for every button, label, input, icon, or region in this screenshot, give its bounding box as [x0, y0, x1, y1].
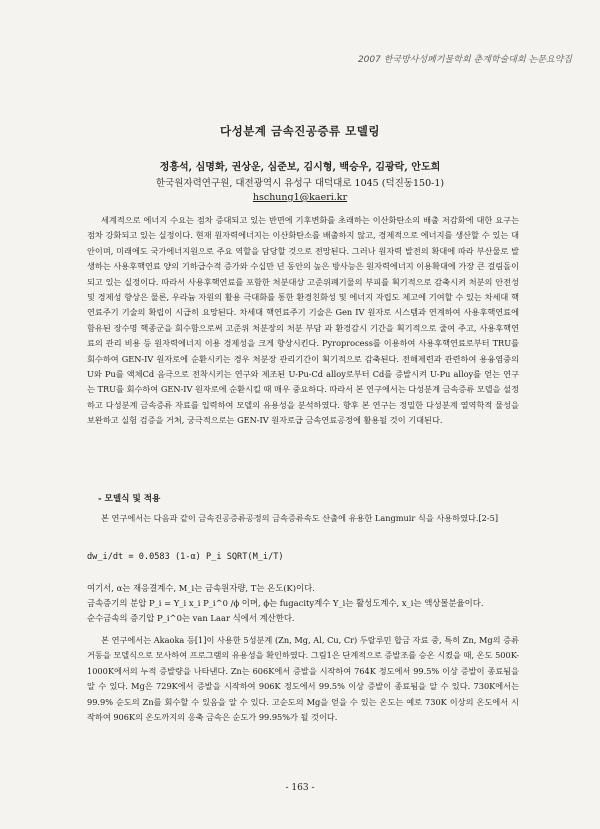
email-link[interactable]: hschung1@kaeri.kr [252, 192, 348, 203]
page-number: - 163 - [285, 783, 315, 793]
langmuir-equation: dw_i/dt = 0.0583 (1-α) P_i SQRT(M_i/T) [87, 552, 284, 562]
intro-paragraph: 세계적으로 에너지 수요는 점차 증대되고 있는 반면에 기후변화를 초래하는 이산화탄소의 배출 저감화에 대한 요구는 점차 강화되고 있는 실정이다. 현재 원자력에너지는 이산화탄소를 배출하지 않고, 경제적으로 에너지를 생산할 수 있는 대안이며, 미래에도 국가에너지원으로 주요 역할을 담당할 것으로 전망된다. 그러나 원자력 발전의 확대에 따라 부산물로 발생하는 사용후핵연료 양의 기하급수적 증가와 수십만 년 동안의 높은 방사능은 원자력에너지 이용확대에 가장 큰 걸림돌이 되고 있는 실정이다. 따라서 사용후핵연료를 포함한 처분대상 고준위폐기물의 부피를 획기적으로 감축시켜 처분의 안전성 및 경제성 향상은 물론, 우라늄 자원의 활용 극대화를 통한 환경친화성 및 에너지 자립도 제고에 기여할 수 있는 차세대 핵연료주기 기술의 확립이 시급히 요망된다. 차세대 핵연료주기 기술은 Gen IV 원자로 시스템과 연계하여 사용후핵연료에 함유된 장수명 핵종군을 회수함으로써 고준위 처분장의 처분 부담 과 환경감시 기간을 획기적으로 줄여 주고, 사용후핵연료의 관리 비용 등 원자력에너지 이용 경제성을 크게 향상시킨다. Pyroprocess를 이용하여 사용후핵연료로부터 TRU를 회수하여 GEN-IV 원자로에 순환시키는 경우 처분장 관리기간이 획기적으로 감축된다. 전해제련과 관련하여 용융염중의 U와 Pu를 액체Cd 음극으로 전착시키는 연구와 제조된 U-Pu-Cd alloy로부터 Cd를 증발시켜 U-Pu alloy를 얻는 연구는 TRU를 회수하여 GEN-IV 원자로에 순환시킬 때 매우 중요하다. 따라서 본 연구에서는 다성분계 금속증류 모델을 설정하고 다성분계 금속증류 자료를 입력하여 모델의 유용성을 분석하였다. 향후 본 연구는 정밀한 다성분계 열역학적 물성을 보완하고 실험 검증을 거쳐, 궁극적으로는 GEN-IV 원자로급 금속연료공정에 활용될 것이 기대된다. [87, 215, 519, 426]
model-paragraph: 본 연구에서는 다음과 같이 금속진공증류공정의 금속증류속도 산출에 유용한 Langmuir 식을 사용하였다.[2-5] [101, 513, 499, 523]
proceedings-header: 2007 한국방사성폐기물학회 춘계학술대회 논문요약집 [357, 55, 572, 65]
paper-title: 다성분계 금속진공증류 모델링 [220, 124, 380, 138]
section-heading: - 모델식 및 적용 [98, 494, 161, 504]
where-definition: 여기서, α는 재응결계수, M_i는 금속원자량, T는 온도(K)이다. [87, 583, 315, 593]
affiliation: 한국원자력연구원, 대전광역시 유성구 대덕대로 1045 (덕진동150-1) [155, 178, 445, 189]
contact-email[interactable] [0, 192, 600, 203]
author-list: 정흥석, 심명화, 권상운, 심준보, 김시형, 백승우, 김광락, 안도희 [159, 162, 441, 173]
vapor-pressure-definition: 순수금속의 증기압 P_i^0는 van Laar 식에서 계산한다. [87, 613, 295, 623]
partial-pressure-definition: 금속증기의 분압 P_i = Υ_i x_i P_i^0 /ϕ 이며, ϕ는 fugacity계수 Υ_i는 활성도계수, x_i는 액상몰분율이다. [87, 598, 484, 608]
result-paragraph: 본 연구에서는 Akaoka 등[1]이 사용한 5성분계 (Zn, Mg, Al, Cu, Cr) 두랄루민 합금 자료 중, 특히 Zn, Mg의 증류 거동을 모델식으로 모사하여 프로그램의 유용성을 확인하였다. 그림1은 단계적으로 증발조를 승온 시켰을 때, 온도 500K-1000K에서의 누적 증발량을 나타낸다. Zn는 606K에서 증발을 시작하여 764K 정도에서 99.5% 이상 증발이 종료됨을 알 수 있다. Mg은 729K에서 증발을 시작하여 906K 정도에서 99.5% 이상 증발이 종료됨을 알 수 있다. 730K에서는 99.9% 순도의 Zn를 회수할 수 있음을 알 수 있다. 고순도의 Mg을 얻을 수 있는 온도는 예로 730K 이상의 온도에서 시작하여 906K의 온도까지의 응축 금속은 순도가 99.95%가 될 것이다. [87, 635, 519, 723]
